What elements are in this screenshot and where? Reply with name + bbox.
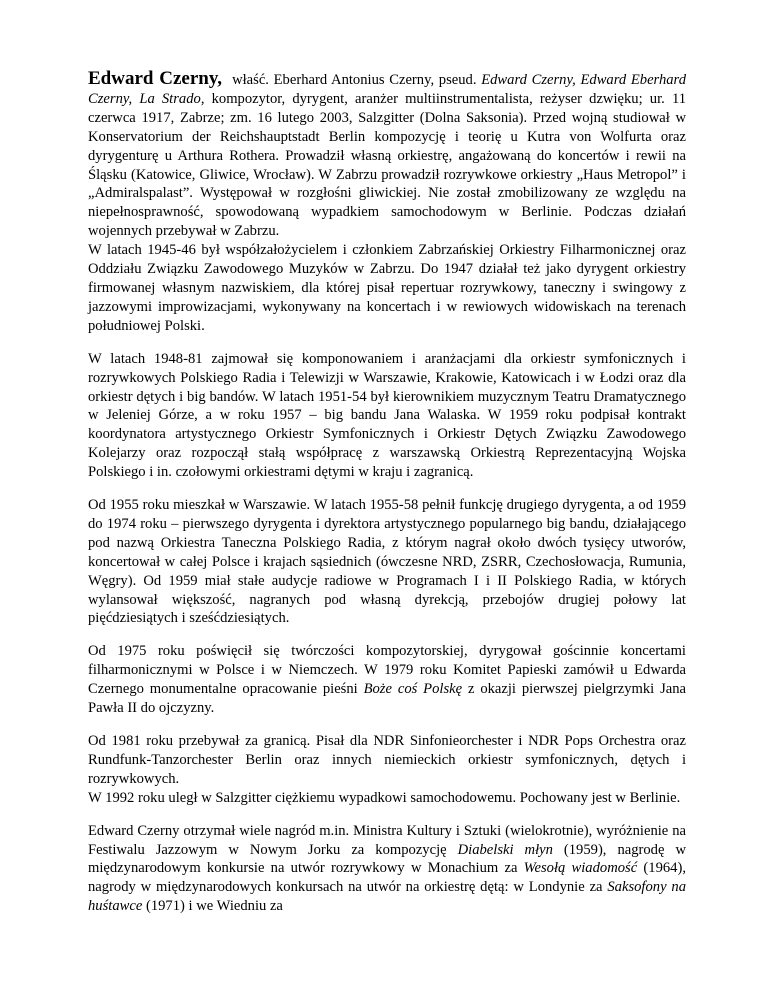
paragraph-1975 [88, 642, 686, 718]
text-segment: z okazji pierwszej pielgrzymki Jana Pawła II do ojczyzny. [88, 681, 687, 717]
text-segment: , kompozytor, dyrygent, aranżer multiinstrumentalista, reżyser dzwięku; ur. 11 czerwca 1917, Zabrze; zm. 16 lutego 2003, Salzgitter (Dolna Saksonia). Przed wojną studiował w Konservatorium der Reichshauptstadt Berlin kompozycję i teorię u Kutra von Wolfurta oraz dyrygenturę u Arthura Rothera. Prowadził własną orkiestrę, angażowaną do koncertów i rewii na Śląsku (Katowice, Gliwice, Wrocław). W Zabrzu prowadził rozrywkowe orkiestry „Haus Metropol” i „Admiralspalast”. Występował w rozgłośni gliwickiej. Nie został zmobilizowany ze względu na niepełnosprawność, spowodowaną wypadkiem samochodowym w Berlinie. Podczas działań wojennych przebywał w Zabrzu. [88, 90, 686, 240]
text-segment: Edward Czerny otrzymał wiele nagród m.in. Ministra Kultury i Sztuki (wielokrotnie), wyróżnienie na Festiwalu Jazzowym w Nowym Jorku za kompozycję [88, 822, 686, 858]
italic-pseudonyms: Edward Czerny, Edward Eberhard Czerny, La Strado [88, 72, 686, 107]
italic-title: Wesołą wiadomość [523, 860, 638, 877]
paragraph-intro [88, 70, 686, 241]
paragraph-1945: W latach 1945-46 był współzałożycielem i członkiem Zabrzańskiej Orkiestry Filharmonicznej oraz Oddziału Związku Zawodowego Muzyków w Zabrzu. Do 1947 działał też jako dyrygent orkiestry firmowanej własnym nazwiskiem, dla której pisał repertuar rozrywkowy, taneczny i swingowy z jazzowymi improwizacjami, wykonywany na koncertach i w rewiowych widowiskach na terenach południowej Polski. [88, 242, 686, 334]
text-segment: Od 1975 roku poświęcił się twórczości kompozytorskiej, dyrygował gościnnie koncertami filharmonicznymi w Polsce i w Niemczech. W 1979 roku Komitet Papieski zamówił u Edwarda Czernego monumentalne opracowanie pieśni [88, 643, 686, 698]
text-segment: (1964), nagrody w międzynarodowych konkursach na utwór na orkiestrę dętą: w Londynie za [88, 860, 686, 896]
document-page [88, 70, 686, 930]
italic-title: Diabelski młyn [457, 841, 553, 858]
paragraph-awards [88, 822, 686, 917]
paragraph-1992: W 1992 roku uległ w Salzgitter ciężkiemu wypadkowi samochodowemu. Pochowany jest w Berlinie. [88, 789, 681, 806]
paragraph-1955: Od 1955 roku mieszkał w Warszawie. W latach 1955-58 pełnił funkcję drugiego dyrygenta, a od 1959 do 1974 roku – pierwszego dyrygenta i dyrektora artystycznego popularnego big bandu, działającego pod nazwą Orkiestra Taneczna Polskiego Radia, z którym nagrał około dwóch tysięcy utworów, koncertował w całej Polsce i krajach sąsiednich (ówczesne NRD, ZSRR, Czechosłowacja, Rumunia, Węgry). Od 1959 miał stałe audycje radiowe w Programach I i II Polskiego Radia, w których wylansował większość, nagranych pod własną dyrekcją, przebojów drugiej połowy lat pięćdziesiątych i sześćdziesiątych. [88, 497, 686, 627]
text-segment: właść. Eberhard Antonius Czerny, pseud. [232, 72, 482, 88]
italic-title: Boże coś Polskę [363, 681, 463, 698]
paragraph-1948: W latach 1948-81 zajmował się komponowaniem i aranżacjami dla orkiestr symfonicznych i rozrywkowych Polskiego Radia i Telewizji w Warszawie, Krakowie, Katowicach i w Łodzi oraz dla orkiestr dętych i big bandów. W latach 1951-54 był kierownikiem muzycznym Teatru Dramatycznego w Jeleniej Górze, a w roku 1957 – big bandu Jana Walaska. W 1959 roku podpisał kontrakt koordynatora artystycznego Orkiestr Symfonicznych i Orkiestr Dętych Związku Zawodowego Kolejarzy oraz rozpoczął stałą współpracę z warszawską Orkiestrą Reprezentacyjną Wojska Polskiego i in. czołowymi orkiestrami dętymi w kraju i zagranicą. [88, 350, 686, 481]
italic-title: Saksofony na huśtawce [88, 879, 686, 915]
text-segment: (1959), nagrodę w międzynarodowym konkursie na utwór rozrywkowy w Monachium za [88, 841, 686, 877]
paragraph-1981: Od 1981 roku przebywał za granicą. Pisał dla NDR Sinfonieorchester i NDR Pops Orchestra oraz Rundfunk-Tanzorchester Berlin oraz innych niemieckich orkiestr symfonicznych, dętych i rozrywkowych. [88, 733, 686, 787]
person-name: Edward Czerny, [88, 68, 223, 89]
text-segment: (1971) i we Wiedniu za [142, 898, 283, 915]
